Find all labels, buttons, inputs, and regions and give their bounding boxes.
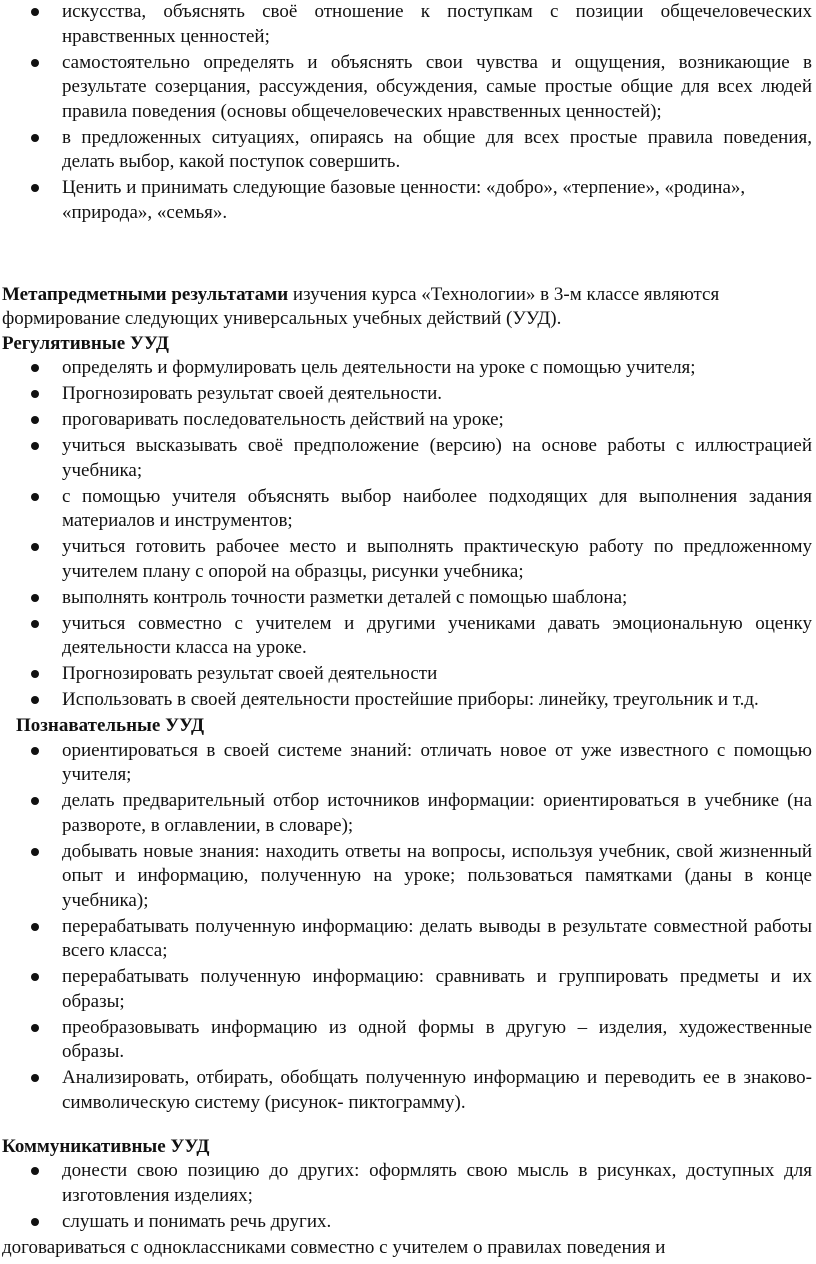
list-item <box>2 434 814 483</box>
bullet-icon <box>31 442 39 450</box>
list-item-text: перерабатывать полученную информацию: делать выводы в результате совместной работы всего класса; <box>62 915 812 961</box>
intro-list <box>2 0 814 225</box>
list-item-text: самостоятельно определять и объяснять свои чувства и ощущения, возникающие в результате созерцания, рассуждения, обсуждения, самые простые общие для всех людей правила поведения (основы общечеловеческих нравственных ценностей); <box>62 51 812 122</box>
list-item <box>2 688 814 713</box>
bullet-icon <box>31 747 39 755</box>
bullet-icon <box>31 1074 39 1082</box>
list-item <box>2 176 814 225</box>
communicative-heading: Коммуникативные УУД <box>2 1135 210 1157</box>
bullet-icon <box>31 1218 39 1226</box>
list-item <box>2 789 814 838</box>
bullet-icon <box>31 493 39 501</box>
bullet-icon <box>31 923 39 931</box>
list-item-text: ориентироваться в своей системе знаний: отличать новое от уже известного с помощью учителя; <box>62 739 812 785</box>
list-item <box>2 586 814 611</box>
list-item-text: Анализировать, отбирать, обобщать полученную информацию и переводить ее в знаково-символическую систему (рисунок- пиктограмму). <box>62 1067 812 1113</box>
list-item <box>2 126 814 175</box>
list-item <box>2 485 814 534</box>
bullet-icon <box>31 797 39 805</box>
list-item-text: слушать и понимать речь других. <box>62 1210 332 1232</box>
list-item <box>2 0 814 49</box>
list-item-text: Прогнозировать результат своей деятельности. <box>62 383 442 404</box>
list-item-text: учиться совместно с учителем и другими учениками давать эмоциональную оценку деятельности класса на уроке. <box>62 612 812 658</box>
list-item-text: Ценить и принимать следующие базовые ценности: «добро», «терпение», «родина», «природа», «семья». <box>62 177 746 223</box>
bullet-icon <box>31 59 39 67</box>
list-item <box>2 382 814 407</box>
list-item <box>2 51 814 125</box>
meta-lead: Метапредметными результатами <box>2 283 289 305</box>
list-item <box>2 408 814 433</box>
bullet-icon <box>31 696 39 704</box>
bullet-icon <box>31 134 39 142</box>
list-item <box>2 965 814 1014</box>
bullet-icon <box>31 1167 39 1175</box>
bullet-icon <box>31 594 39 602</box>
meta-text: изучения курса «Технологии» в 3-м классе являются формирование следующих универсальных учебных действий (УУД). <box>2 283 720 329</box>
bullet-icon <box>31 416 39 424</box>
list-item <box>2 1210 814 1235</box>
list-item-text: преобразовывать информацию из одной формы в другую – изделия, художественные образы. <box>62 1016 812 1062</box>
list-item <box>2 535 814 584</box>
spacer <box>2 1117 814 1135</box>
meta-paragraph <box>2 283 814 332</box>
list-item-text: Прогнозировать результат своей деятельности <box>62 663 438 684</box>
list-item-text: с помощью учителя объяснять выбор наиболее подходящих для выполнения задания материалов и инструментов; <box>62 485 812 531</box>
bullet-icon <box>31 848 39 856</box>
communicative-list <box>2 1159 814 1234</box>
list-item-text: Использовать в своей деятельности простейшие приборы: линейку, треугольник и т.д. <box>62 689 759 710</box>
list-item <box>2 915 814 964</box>
bullet-icon <box>31 620 39 628</box>
list-item-text: выполнять контроль точности разметки деталей с помощью шаблона; <box>62 586 628 608</box>
list-item <box>2 739 814 788</box>
list-item <box>2 840 814 914</box>
list-item-text: добывать новые знания: находить ответы на вопросы, используя учебник, свой жизненный опыт и информацию, полученную на уроке; пользоваться памятками (даны в конце учебника); <box>62 840 812 911</box>
list-item <box>2 1066 814 1115</box>
trailing-text: договариваться с одноклассниками совместно с учителем о правилах поведения и <box>2 1236 666 1258</box>
regulatory-list <box>2 356 814 713</box>
list-item <box>2 662 814 687</box>
list-item-text: делать предварительный отбор источников информации: ориентироваться в учебнике (на развороте, в оглавлении, в словаре); <box>62 790 812 836</box>
list-item <box>2 356 814 381</box>
list-item-text: искусства, объяснять своё отношение к поступкам с позиции общечеловеческих нравственных ценностей; <box>62 1 812 47</box>
list-item-text: учиться готовить рабочее место и выполнять практическую работу по предложенному учителем плану с опорой на образцы, рисунки учебника; <box>62 536 812 582</box>
bullet-icon <box>31 1024 39 1032</box>
list-item-text: донести свою позицию до других: оформлять свою мысль в рисунках, доступных для изготовления изделиях; <box>62 1160 812 1206</box>
bullet-icon <box>31 364 39 372</box>
list-item <box>2 1159 814 1208</box>
bullet-icon <box>31 8 39 16</box>
cognitive-heading: Познавательные УУД <box>16 715 205 736</box>
bullet-icon <box>31 390 39 398</box>
list-item-text: перерабатывать полученную информацию: сравнивать и группировать предметы и их образы; <box>62 966 812 1012</box>
spacer <box>2 227 814 283</box>
cognitive-list <box>2 739 814 1116</box>
list-item-text: учиться высказывать своё предположение (версию) на основе работы с иллюстрацией учебника; <box>62 435 812 481</box>
bullet-icon <box>31 543 39 551</box>
list-item <box>2 612 814 661</box>
list-item-text: в предложенных ситуациях, опираясь на общие для всех простые правила поведения, делать выбор, какой поступок совершить. <box>62 126 812 172</box>
bullet-icon <box>31 670 39 678</box>
list-item-text: определять и формулировать цель деятельности на уроке с помощью учителя; <box>62 357 696 378</box>
bullet-icon <box>31 184 39 192</box>
list-item <box>2 1016 814 1065</box>
list-item-text: проговаривать последовательность действий на уроке; <box>62 409 504 430</box>
regulatory-heading: Регулятивные УУД <box>2 332 169 354</box>
bullet-icon <box>31 973 39 981</box>
